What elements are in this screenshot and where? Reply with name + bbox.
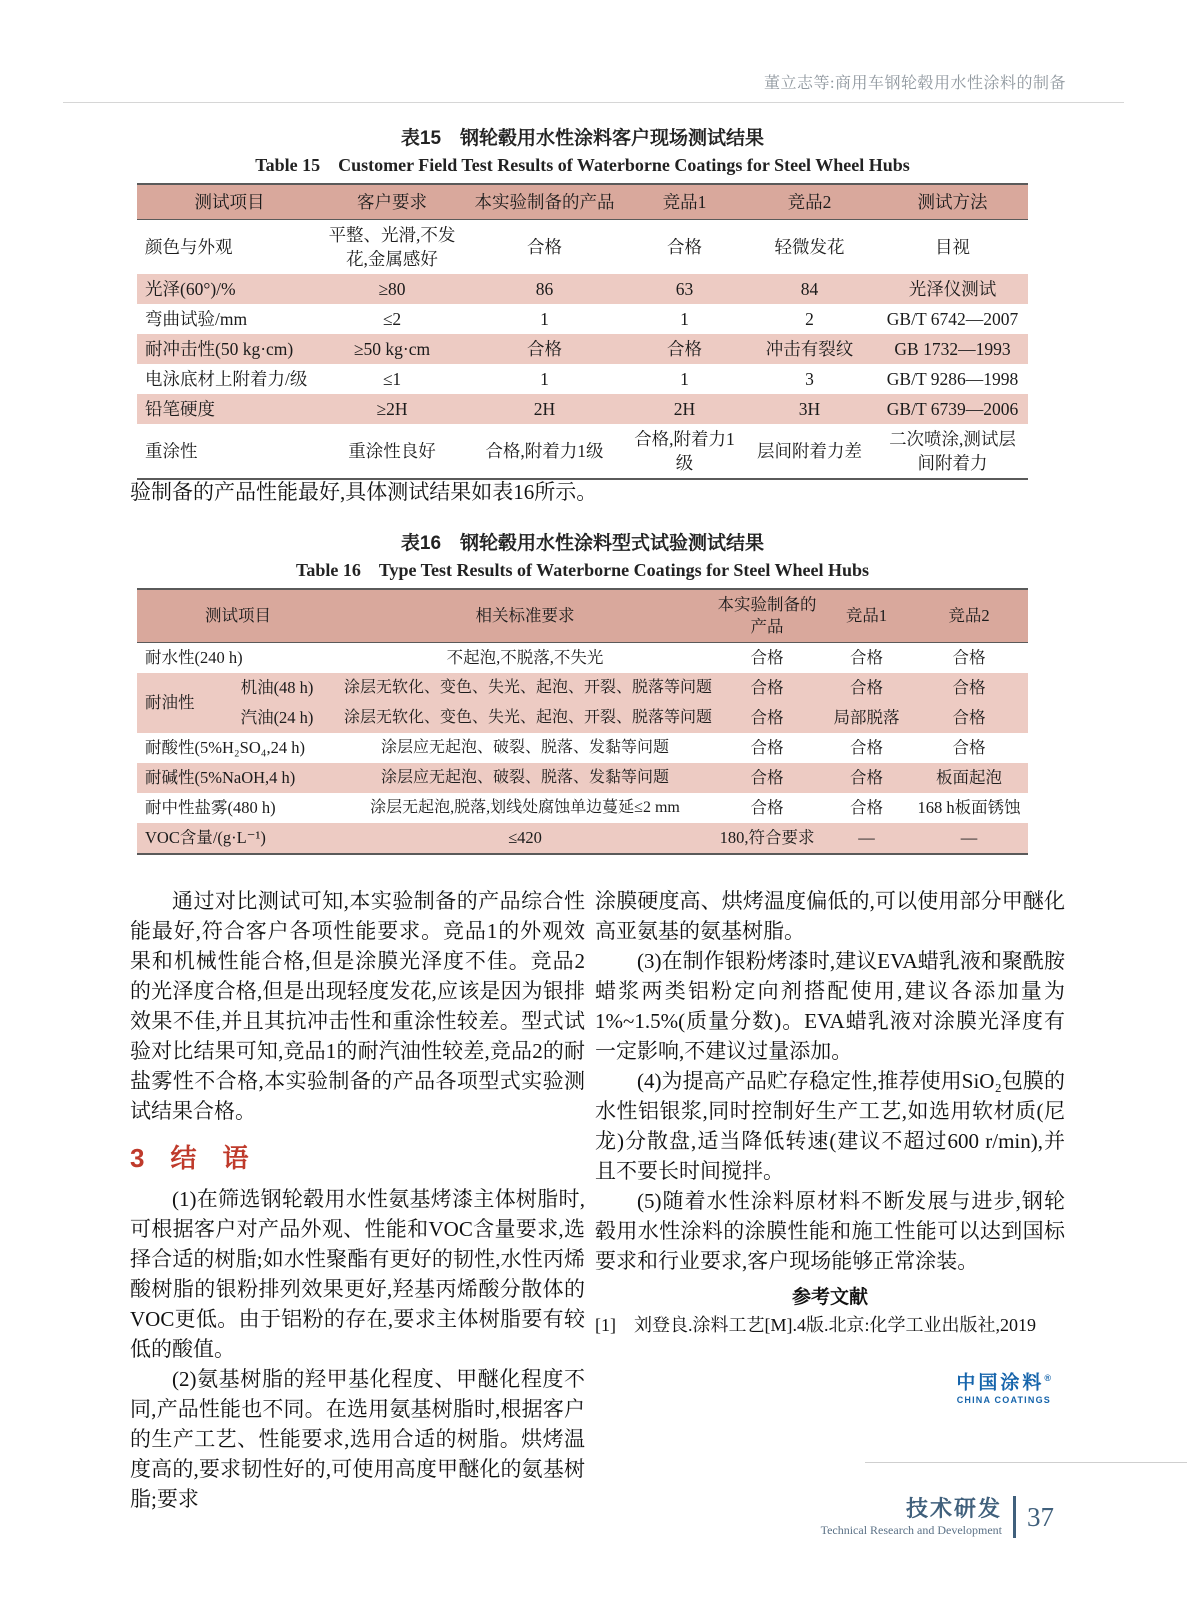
table-row: [137, 424, 1028, 479]
table-cell: 光泽仪测试: [877, 274, 1028, 304]
table-cell: 86: [462, 274, 627, 304]
table-cell: 局部脱落: [823, 703, 910, 733]
column-header: 本实验制备的产品: [711, 589, 823, 643]
table-cell: 1: [680, 309, 689, 329]
table-cell: 涂层无软化、变色、失光、起泡、开裂、脱落等问题: [339, 673, 711, 703]
table-row: [137, 364, 1028, 394]
registered-mark-icon: ®: [1044, 1373, 1051, 1383]
paragraph: (1)在筛选钢轮毂用水性氨基烤漆主体树脂时,可根据客户对产品外观、性能和VOC含量要求,选择合适的树脂;如水性聚酯有更好的韧性,水性丙烯酸树脂的银粉排列效果更好,羟基丙烯酸分散体的VOC更低。由于铝粉的存在,要求主体树脂要有较低的酸值。: [130, 1187, 585, 1361]
table-cell: GB/T 6742—2007: [886, 309, 1019, 329]
column-header: 测试项目: [137, 184, 322, 220]
table-cell: 合格: [850, 648, 883, 667]
table15-title-zh: 表15 钢轮毂用水性涂料客户现场测试结果: [400, 128, 765, 149]
table-row: [137, 793, 1028, 823]
table-cell: 合格: [527, 237, 562, 257]
table16: [137, 588, 1028, 855]
table-cell: 合格: [627, 334, 742, 364]
table-cell: 合格: [952, 648, 986, 667]
table-row: [137, 823, 1028, 854]
table-cell: 冲击有裂纹: [742, 334, 877, 364]
table-cell: 合格: [750, 648, 784, 667]
table-cell: 1: [540, 309, 549, 329]
table-cell: 耐中性盐雾(480 h): [145, 798, 276, 817]
table-header-row: [137, 589, 1028, 643]
column-header: 相关标准要求: [339, 589, 711, 643]
table-cell: 层间附着力差: [757, 441, 862, 461]
paragraph: 涂膜硬度高、烘烤温度偏低的,可以使用部分甲醚化高亚氨基的氨基树脂。: [595, 889, 1065, 943]
table-cell: 2H: [462, 394, 627, 424]
table15: [137, 183, 1028, 480]
table-cell: 2H: [627, 394, 742, 424]
footer-divider-line: [865, 1462, 1187, 1463]
table-cell: 涂层应无起泡、破裂、脱落、发黏等问题: [339, 763, 711, 793]
table-cell: 168 h板面锈蚀: [917, 798, 1021, 817]
body-column-left: [130, 886, 585, 1514]
table-row: [137, 763, 1028, 793]
table-cell: 合格: [910, 703, 1028, 733]
table-cell: 合格: [823, 673, 910, 703]
footer-section-label: [821, 1496, 1016, 1538]
table-cell: ≤1: [382, 369, 402, 389]
china-coatings-logo: [595, 1367, 1065, 1405]
table-cell: 平整、光滑,不发花,金属感好: [328, 225, 456, 269]
table-cell: 颜色与外观: [145, 237, 233, 257]
page-footer: [821, 1496, 1054, 1538]
table-cell: 重涂性: [145, 441, 198, 461]
paragraph: 通过对比测试可知,本实验制备的产品综合性能最好,符合客户各项性能要求。竞品1的外观效果和机械性能合格,但是涂膜光泽度不佳。竞品2的光泽度合格,但是出现轻度发花,应该是因为银排效果不佳,并且其抗冲击性和重涂性较差。型式试验对比结果可知,竞品1的耐汽油性较差,竞品2的耐盐雾性不合格,本实验制备的产品各项型式实验测试结果合格。: [130, 889, 585, 1123]
table-row: [137, 643, 1028, 674]
body-column-right: [595, 886, 1065, 1405]
table-cell: 二次喷涂,测试层间附着力: [889, 429, 1016, 473]
table-cell: 重涂性良好: [348, 441, 436, 461]
column-header: 客户要求: [322, 184, 462, 220]
table-header-row: [137, 184, 1028, 220]
column-header: 竞品2: [742, 184, 877, 220]
table16-title-en: Table 16 Type Test Results of Waterborne Coatings for Steel Wheel Hubs: [295, 560, 870, 580]
table-cell: 1: [680, 369, 689, 389]
table-cell: 3H: [742, 394, 877, 424]
table-cell: —: [910, 823, 1028, 854]
logo-zh-label: 中国涂料: [956, 1372, 1045, 1394]
table-cell: 汽油(24 h): [215, 703, 339, 733]
table-cell: ≤420: [339, 823, 711, 854]
page-number: 37: [1027, 1501, 1054, 1532]
table-cell: 180,符合要求: [711, 823, 823, 854]
column-header: 竞品1: [627, 184, 742, 220]
table-cell: 耐油性: [137, 673, 215, 733]
table-cell: 光泽(60°)/%: [137, 274, 322, 304]
table-cell: 合格: [462, 334, 627, 364]
paragraph: (5)随着水性涂料原材料不断发展与进步,钢轮毂用水性涂料的涂膜性能和施工性能可以达到国标要求和行业要求,客户现场能够正常涂装。: [595, 1189, 1065, 1273]
table-cell: 合格: [711, 763, 823, 793]
table-cell: 合格: [711, 703, 823, 733]
table-cell: GB/T 6739—2006: [877, 394, 1028, 424]
table-row: [137, 334, 1028, 364]
column-header: 测试项目: [137, 589, 339, 643]
table-cell: 涂层无软化、变色、失光、起泡、开裂、脱落等问题: [339, 703, 711, 733]
table-cell: 1: [540, 369, 549, 389]
table-cell: 弯曲试验/mm: [145, 309, 248, 329]
running-title: 董立志等:商用车钢轮毂用水性涂料的制备: [764, 75, 1066, 92]
table-cell: 合格,附着力1级: [485, 441, 604, 461]
table-cell: ≥80: [322, 274, 462, 304]
table-cell: 耐水性(240 h): [145, 648, 243, 667]
running-header: [63, 0, 1124, 103]
table-cell: 合格: [850, 798, 883, 817]
table-cell: 合格: [667, 237, 702, 257]
logo-text-zh: [595, 1367, 1051, 1394]
table-cell: 合格: [823, 763, 910, 793]
table16-body: [137, 643, 1028, 855]
table15-title-en: Table 15 Customer Field Test Results of Waterborne Coatings for Steel Wheel Hubs: [255, 155, 910, 175]
table-cell: 合格: [711, 673, 823, 703]
table-cell: GB/T 9286—1998: [886, 369, 1019, 389]
table-cell: 合格: [952, 738, 986, 757]
table-cell: 目视: [935, 237, 970, 257]
table-cell: 轻微发花: [774, 237, 845, 257]
table-row: [137, 220, 1028, 275]
table-row: [137, 304, 1028, 334]
table-cell: 机油(48 h): [215, 673, 339, 703]
table-cell: 耐酸性(5%H₂SO₄,24 h): [145, 738, 305, 757]
table-cell: 涂层应无起泡、破裂、脱落、发黏等问题: [380, 739, 669, 756]
logo-text-en: CHINA COATINGS: [956, 1395, 1051, 1406]
column-header: 测试方法: [877, 184, 1028, 220]
table-row: [137, 274, 1028, 304]
paragraph: (3)在制作银粉烤漆时,建议EVA蜡乳液和聚酰胺蜡浆两类铝粉定向剂搭配使用,建议各添加量为1%~1.5%(质量分数)。EVA蜡乳液对涂膜光泽度有一定影响,不建议过量添加。: [595, 949, 1065, 1063]
table-cell: 涂层无起泡,脱落,划线处腐蚀单边蔓延≤2 mm: [370, 799, 680, 816]
table-cell: GB 1732—1993: [877, 334, 1028, 364]
column-header: 本实验制备的产品: [462, 184, 627, 220]
footer-label-en: Technical Research and Development: [820, 1523, 1002, 1537]
continuation-text: 验制备的产品性能最好,具体测试结果如表16所示。: [130, 480, 598, 504]
table-cell: 电泳底材上附着力/级: [145, 369, 308, 389]
table-cell: 耐碱性(5%NaOH,4 h): [137, 763, 339, 793]
reference-item: [1] 刘登良.涂料工艺[M].4版.北京:化学工业出版社,2019: [595, 1315, 1036, 1335]
table-cell: 3: [805, 369, 814, 389]
table-row: [137, 673, 1028, 703]
references-heading: 参考文献: [791, 1287, 868, 1308]
paragraph: (2)氨基树脂的羟甲基化程度、甲醚化程度不同,产品性能也不同。在选用氨基树脂时,根据客户的生产工艺、性能要求,选用合适的树脂。烘烤温度高的,要求韧性好的,可使用高度甲醚化的氨基树脂;要求: [130, 1367, 585, 1511]
table-cell: 板面起泡: [910, 763, 1028, 793]
column-header: 竞品1: [823, 589, 910, 643]
section-heading-conclusion: 3 结 语: [130, 1143, 249, 1173]
table-cell: 耐冲击性(50 kg·cm): [137, 334, 322, 364]
table-cell: 63: [627, 274, 742, 304]
table16-title-zh: 表16 钢轮毂用水性涂料型式试验测试结果: [400, 533, 765, 554]
table15-section: [137, 126, 1028, 480]
table-cell: 不起泡,不脱落,不失光: [446, 648, 604, 667]
table-cell: 合格: [750, 738, 784, 757]
table-cell: 2: [805, 309, 814, 329]
table-cell: 84: [742, 274, 877, 304]
footer-label-zh: 技术研发: [905, 1496, 1002, 1521]
table-cell: 铅笔硬度: [137, 394, 322, 424]
table-cell: —: [823, 823, 910, 854]
table-row: [137, 733, 1028, 763]
table15-header: [137, 184, 1028, 220]
table-cell: VOC含量/(g·L⁻¹): [137, 823, 339, 854]
paragraph: (4)为提高产品贮存稳定性,推荐使用SiO₂包膜的水性铝银浆,同时控制好生产工艺,如选用软材质(尼龙)分散盘,适当降低转速(建议不超过600 r/min),并且不要长时间搅拌。: [595, 1069, 1065, 1183]
table-cell: 合格: [750, 798, 784, 817]
table-cell: 合格: [850, 738, 883, 757]
table-cell: ≤2: [382, 309, 402, 329]
table-cell: ≥2H: [322, 394, 462, 424]
table-cell: 合格,附着力1级: [634, 429, 735, 473]
column-header: 竞品2: [910, 589, 1028, 643]
table-row: [137, 394, 1028, 424]
table-row: [137, 703, 1028, 733]
table16-section: [137, 531, 1028, 855]
table15-body: [137, 220, 1028, 480]
table-cell: 合格: [910, 673, 1028, 703]
table16-header: [137, 589, 1028, 643]
table-cell: ≥50 kg·cm: [322, 334, 462, 364]
